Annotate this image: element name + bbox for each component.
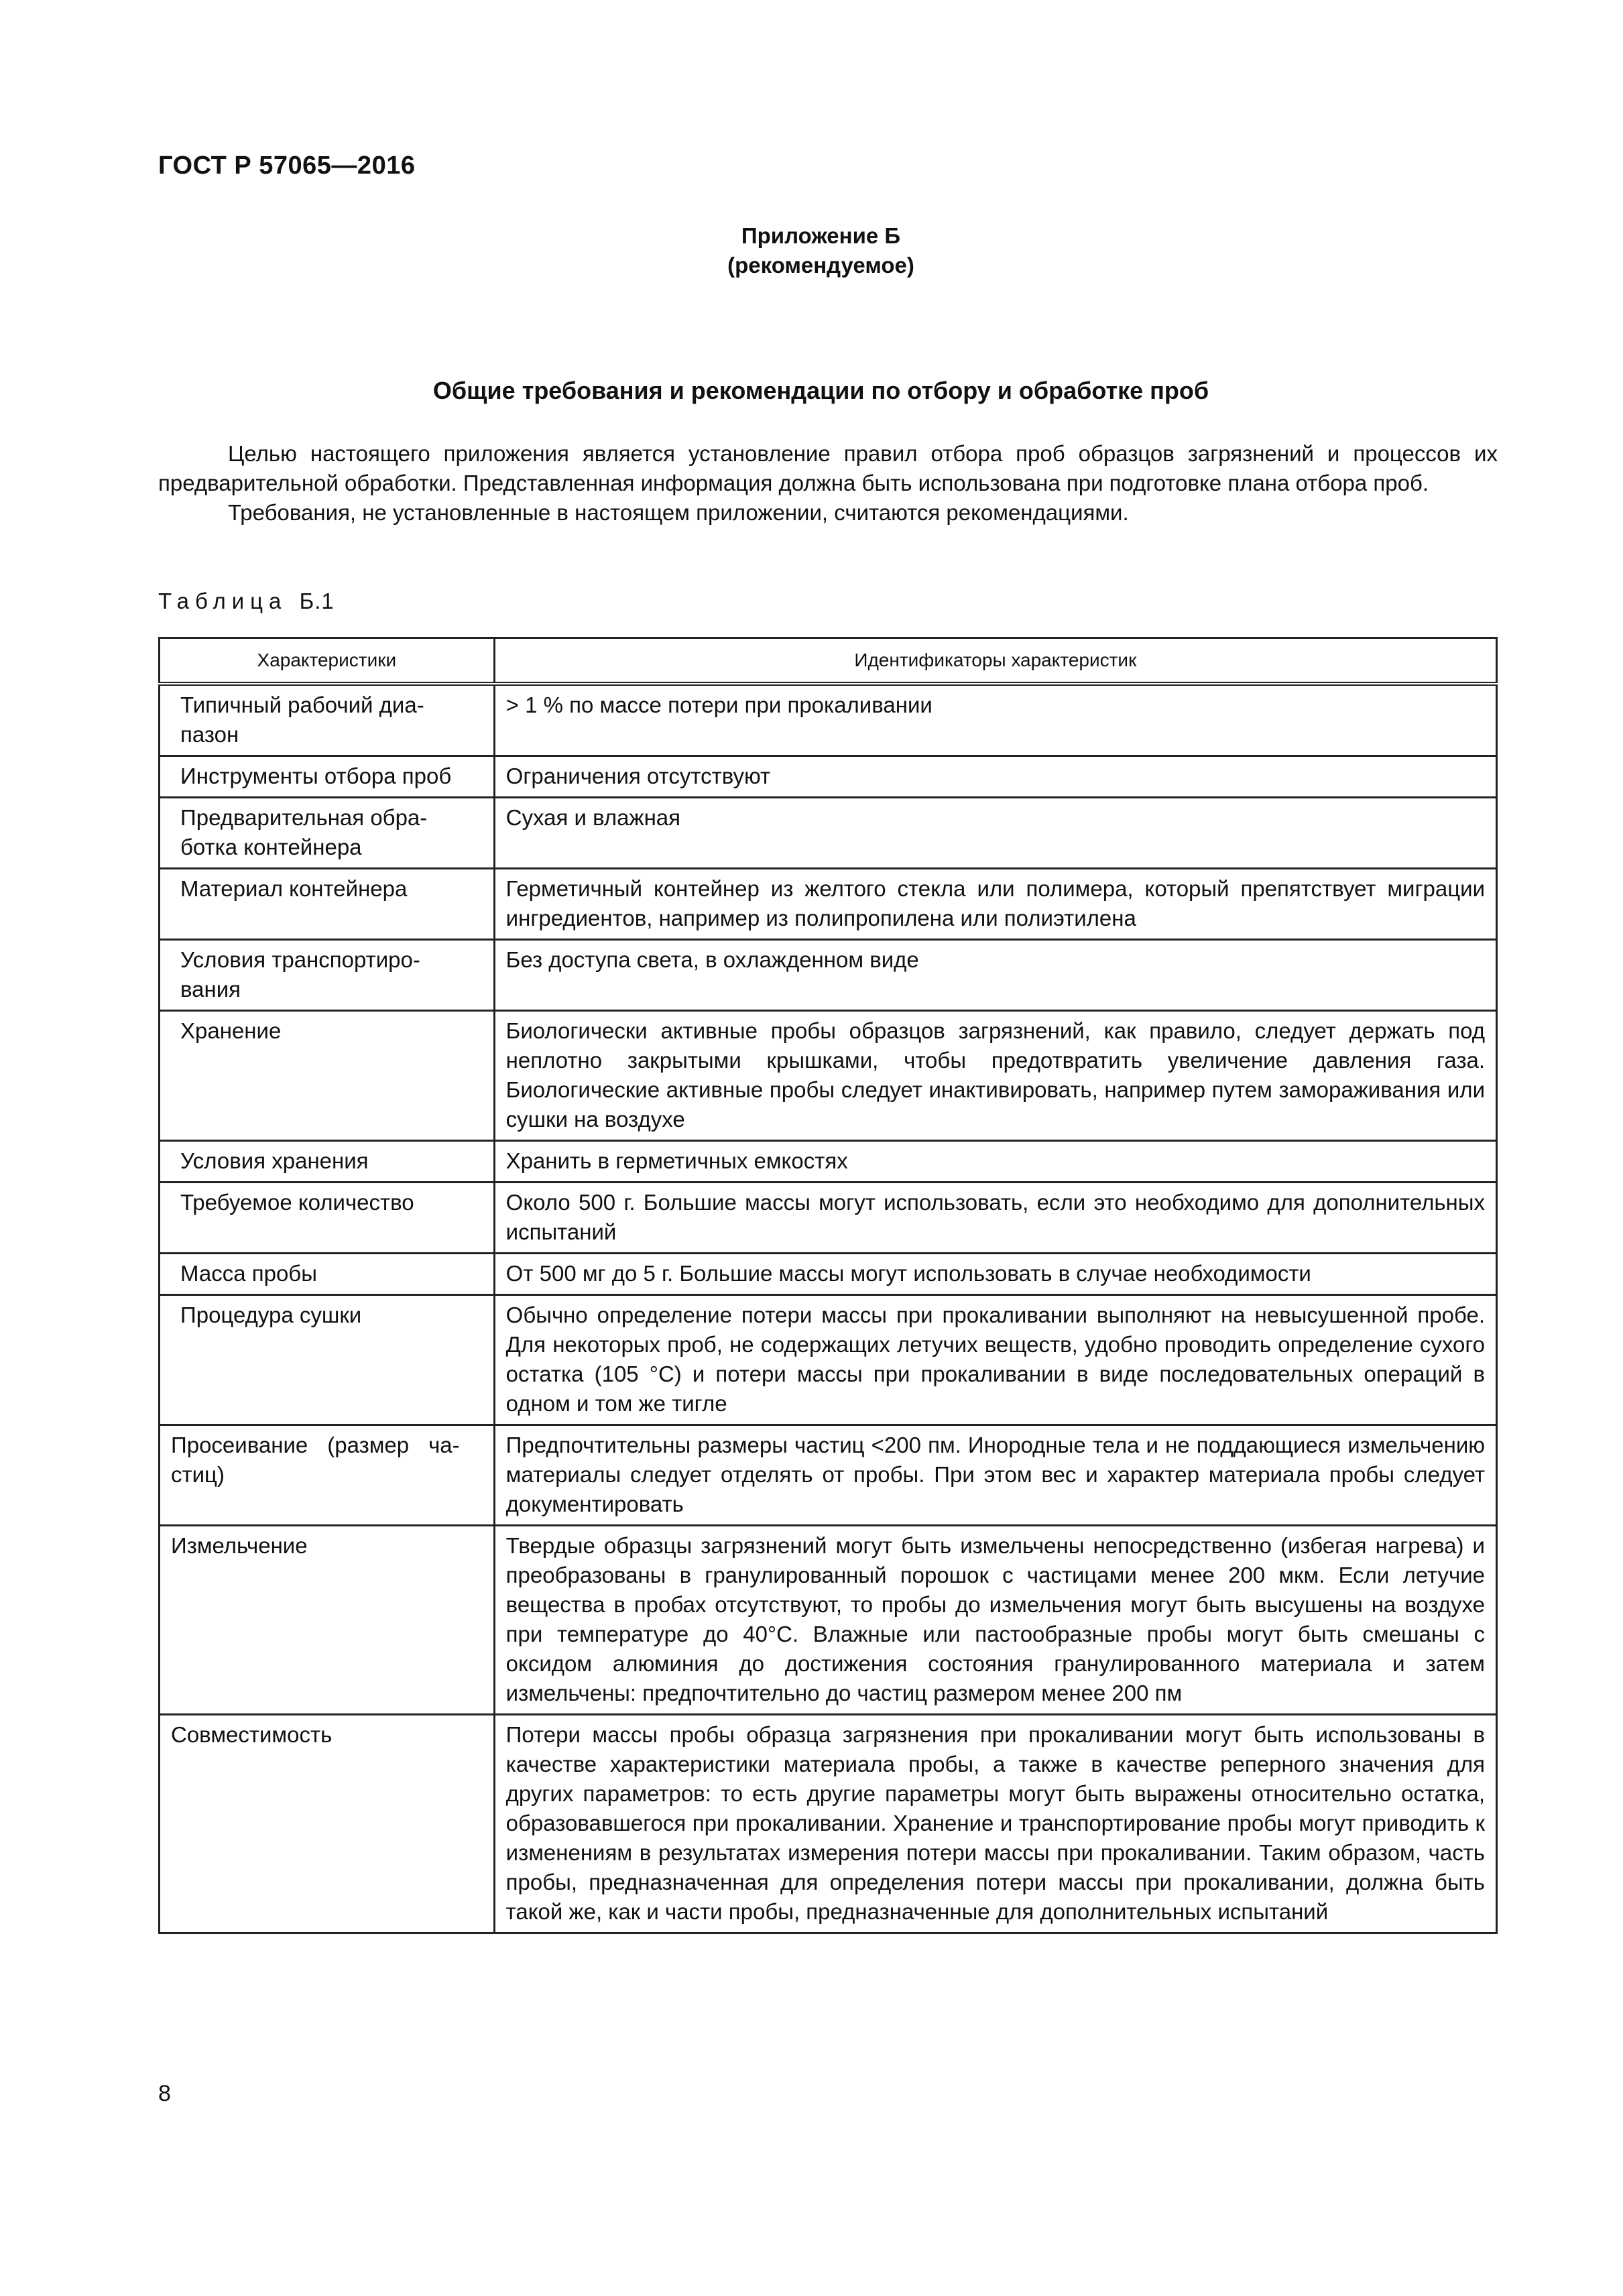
intro-text: [158, 439, 1498, 528]
appendix-status: (рекомендуемое): [727, 253, 914, 278]
characteristic-cell: Требуемое количество: [160, 1183, 495, 1254]
table-row: [160, 1526, 1497, 1715]
table-row: [160, 1254, 1497, 1295]
characteristic-cell: Типичный рабочий диапазон: [160, 684, 495, 756]
identifier-cell: Потери массы пробы образца загрязнения при прокаливании могут быть использованы в качестве характеристики материала пробы, а также в качестве реперного значения для других параметров: то есть другие параметры могут быть выражены относительно остатка, образовавшегося при прокаливании. Хранение и транспортирование пробы могут приводить к изменениям в результатах измерения потери массы при прокаливании. Таким образом, часть пробы, предназначенная для определения потери массы при прокаливании, должна быть такой же, как и части пробы, предназначенные для дополнительных испытаний: [494, 1715, 1496, 1933]
characteristic-cell: Совместимость: [160, 1715, 495, 1933]
table-row: [160, 940, 1497, 1011]
characteristic-cell: Инструменты отбора проб: [160, 756, 495, 798]
intro-paragraph: Целью настоящего приложения является установление правил отбора проб образцов загрязнений и процессов их предварительной обработки. Представленная информация должна быть использована при подготовке плана отбора проб.: [158, 441, 1498, 495]
characteristic-cell: Измельчение: [160, 1526, 495, 1715]
identifier-cell: Твердые образцы загрязнений могут быть измельчены непосредственно (избегая нагрева) и преобразованы в гранулированный порошок с частицами менее 200 мкм. Если летучие вещества в пробах отсутствуют, то пробы до измельчения могут быть высушены на воздухе при температуре до 40°С. Влажные или пастообразные пробы могут быть смешаны с оксидом алюминия до достижения состояния гранулированного материала и затем измельчены: предпочтительно до частиц размером менее 200 пм: [494, 1526, 1496, 1715]
table-row: [160, 869, 1497, 940]
table-row: [160, 1141, 1497, 1183]
identifier-cell: Герметичный контейнер из желтого стекла или полимера, который препятствует миграции ингредиентов, например из полипропилена или полиэтилена: [494, 869, 1496, 940]
table-row: [160, 756, 1497, 798]
characteristic-cell: Материал контейнера: [160, 869, 495, 940]
characteristic-cell: Предварительная обработка контейнера: [160, 798, 495, 869]
table-row: [160, 798, 1497, 869]
table-caption-number: Б.1: [299, 589, 335, 613]
table-row: [160, 1183, 1497, 1254]
section-title: Общие требования и рекомендации по отбору и обработке проб: [432, 377, 1209, 404]
characteristic-cell: Процедура сушки: [160, 1295, 495, 1425]
table-header-row: [160, 638, 1497, 684]
identifier-cell: От 500 мг до 5 г. Большие массы могут использовать в случае необходимости: [494, 1254, 1496, 1295]
column-header-identifiers: Идентификаторы характеристик: [494, 638, 1496, 684]
identifier-cell: Без доступа света, в охлажденном виде: [494, 940, 1496, 1011]
table-row: [160, 684, 1497, 756]
table-row: [160, 1295, 1497, 1425]
characteristic-cell: Хранение: [160, 1011, 495, 1141]
table-caption-label: Таблица: [158, 589, 288, 613]
table-row: [160, 1425, 1497, 1526]
intro-paragraph: Требования, не установленные в настоящем приложении, считаются рекомендациями.: [228, 500, 1129, 525]
identifier-cell: Сухая и влажная: [494, 798, 1496, 869]
page-number: 8: [158, 2081, 171, 2106]
identifier-cell: Ограничения отсутствуют: [494, 756, 1496, 798]
characteristics-table: [158, 637, 1498, 1934]
table-caption: [158, 589, 335, 614]
identifier-cell: Биологически активные пробы образцов загрязнений, как правило, следует держать под неплотно закрытыми крышками, чтобы предотвратить увеличение давления газа. Биологические активные пробы следует инактивировать, например путем замораживания или сушки на воздухе: [494, 1011, 1496, 1141]
identifier-cell: Предпочтительны размеры частиц <200 пм. Инородные тела и не поддающиеся измельчению материалы следует отделять от пробы. При этом вес и характер материала пробы следует документировать: [494, 1425, 1496, 1526]
document-code: ГОСТ Р 57065—2016: [158, 152, 416, 180]
characteristic-cell: Масса пробы: [160, 1254, 495, 1295]
table-row: [160, 1715, 1497, 1933]
identifier-cell: Хранить в герметичных емкостях: [494, 1141, 1496, 1183]
column-header-characteristics: Характеристики: [160, 638, 495, 684]
table-row: [160, 1011, 1497, 1141]
characteristic-cell: Условия хранения: [160, 1141, 495, 1183]
identifier-cell: Обычно определение потери массы при прокаливании выполняют на невысушенной пробе. Для некоторых проб, не содержащих летучих веществ, удобно проводить определение сухого остатка (105 °С) и потери массы при прокаливании в виде последовательных операций в одном и том же тигле: [494, 1295, 1496, 1425]
identifier-cell: > 1 % по массе потери при прокаливании: [494, 684, 1496, 756]
characteristic-cell: Условия транспортирования: [160, 940, 495, 1011]
identifier-cell: Около 500 г. Большие массы могут использовать, если это необходимо для дополнительных испытаний: [494, 1183, 1496, 1254]
appendix-title: Приложение Б: [741, 223, 901, 248]
characteristic-cell: Просеивание (размер частиц): [160, 1425, 495, 1526]
